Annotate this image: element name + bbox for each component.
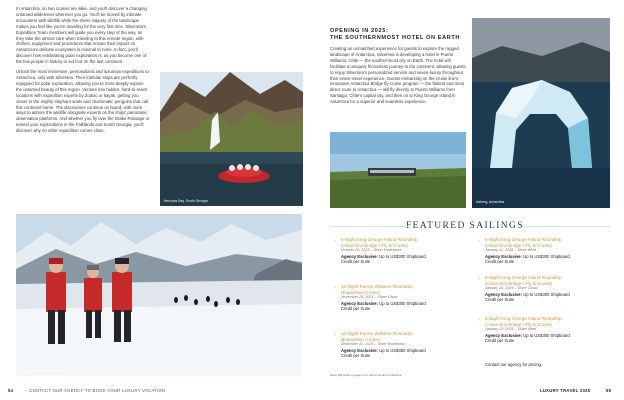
body-paragraph: Unlock the most immersive, personalized and luxurious expeditions to Antarctica, only with Silversea. Their intimate ships are perfectly equipped for polar exploration, allowing you to more deeply explore the untamed beauty of this region. Venture into hidden, hard-to-reach locations with expedition experts by Zodiac or kayak, getting you closer to the mighty elephant seals and charismatic penguins that call this continent home. The discoveries continue on board, with more ways to admire the wildlife alongside experts on the ships' panoramic observation platforms. And whether you fly over the Drake Passage or extend your explorations in the Falklands and South Georgia, you'll discover why no other expedition comes close. bbox=[16, 69, 150, 134]
left-text-column bbox=[16, 6, 150, 138]
kicker-line-1: OPENING IN 2025: bbox=[330, 28, 389, 34]
photo-expedition-guides bbox=[16, 214, 302, 376]
right-footer-title: LUXURY TRAVEL 2025 bbox=[540, 388, 591, 393]
photo-iceberg bbox=[472, 18, 610, 208]
photo-hotel bbox=[330, 132, 466, 208]
photo-hercules-bay bbox=[160, 72, 303, 206]
chevron-right-icon: › bbox=[478, 275, 480, 282]
contact-note: Contact our agency for pricing. bbox=[485, 362, 543, 367]
hotel-section bbox=[330, 28, 466, 105]
caption-hercules-bay: Hercules Bay, South Georgia bbox=[164, 199, 208, 203]
sailing-item[interactable]: › 10-Night Puerto Williams Roundtrip (Expedition Cruise) November 25, 2025 – Silver Cloud Agency Exclusive: Up to US$300 Shipboard Credit per Suite bbox=[334, 284, 426, 312]
sailing-item[interactable]: › 6-Night King George Island Roundtrip (Antarctica Bridge / Fly & Cruise) October 26, 2025 – Silver Endeavour Agency Exclusive: Up to US$300 Shipboard Credit per Suite bbox=[334, 237, 426, 265]
kicker-line-2: THE SOUTHERNMOST HOTEL ON EARTH bbox=[330, 35, 461, 41]
sailing-item[interactable]: › 10-Night Puerto Williams Roundtrip (Expedition Cruise) December 12, 2025 – Silver Endeavour Agency Exclusive: Up to US$300 Shipboard Credit per Suite bbox=[334, 331, 426, 359]
chevron-right-icon: › bbox=[334, 237, 336, 244]
sailing-item[interactable]: › 6-Night King George Island Roundtrip (Antarctica Bridge / Fly & Cruise) January 20, 2026 – Silver Cloud Agency Exclusive: Up to US$300 Shipboard Credit per Suite bbox=[478, 275, 570, 303]
chevron-right-icon: › bbox=[478, 316, 480, 323]
intro-paragraph: In Antarctica, no two cruises are alike, and you'll discover a changing untamed wilderness wherever you go. You'll be moved by intimate encounters with wildlife while the sheer majesty of the landscape makes you feel like you're traveling for the very first time. Silversea's Expedition Team members will guide you every step of the way, as they take the utmost care when traveling to this remote region, with clothes, equipment and procedures that ensure their impact on Antarctica's delicate ecosystem is minimal to none. In fact, you'll discover how exhilarating polar exploration is, as you become one of the few people in history to set foot on the last continent. bbox=[16, 6, 147, 65]
fine-print: Scan QR code on page 1 for full terms and conditions. bbox=[330, 373, 403, 377]
chevron-right-icon: › bbox=[26, 388, 28, 393]
caption-iceberg: Iceberg, Antarctica bbox=[476, 200, 505, 204]
chevron-right-icon: › bbox=[334, 331, 336, 338]
hotel-paragraph: Creating an unmatched experience for guests to explore the rugged landscape of Antarctica, Silversea is developing a hotel in Puerto Williams, Chile — the southernmost city on Earth. The hotel will facilitate a uniquely frictionless journey to the continent, allowing guests to enjoy Silversea's personalized service and seven-luxury throughout their entire travel experience. Guests embarking on the cruise line's innovative Antarctica Bridge fly-cruise program — the fastest and most direct route to Antarctica — will fly directly to Puerto Williams from Santiago, Chile's capital city, and then on to King George Island in Antarctica for a superior and seamless experience. bbox=[330, 46, 466, 105]
chevron-right-icon: › bbox=[478, 237, 480, 244]
right-page-number: 55 bbox=[606, 388, 612, 393]
featured-sailings-heading: FEATURED SAILINGS bbox=[405, 221, 524, 231]
left-footer-cta: › CONTACT OUR AGENCY TO BOOK YOUR LUXURY VACATION bbox=[26, 388, 166, 393]
sailing-item[interactable]: › 6-Night King George Island Roundtrip (Antarctica Bridge / Fly & Cruise) January 11, 2026 – Silver Wind Agency Exclusive: Up to US$300 Shipboard Credit per Suite bbox=[478, 237, 570, 265]
chevron-right-icon: › bbox=[334, 284, 336, 291]
sailing-item[interactable]: › 6-Night King George Island Roundtrip (Antarctica Bridge / Fly & Cruise) January 29, 2026 – Silver Wind Agency Exclusive: Up to US$300 Shipboard Credit per Suite bbox=[478, 316, 570, 344]
left-page-number: 54 bbox=[8, 388, 14, 393]
caption-expedition-guides: Expedition Guides, Antarctica bbox=[20, 369, 65, 373]
heading-rule-left bbox=[330, 226, 408, 227]
heading-rule-right bbox=[522, 226, 610, 227]
